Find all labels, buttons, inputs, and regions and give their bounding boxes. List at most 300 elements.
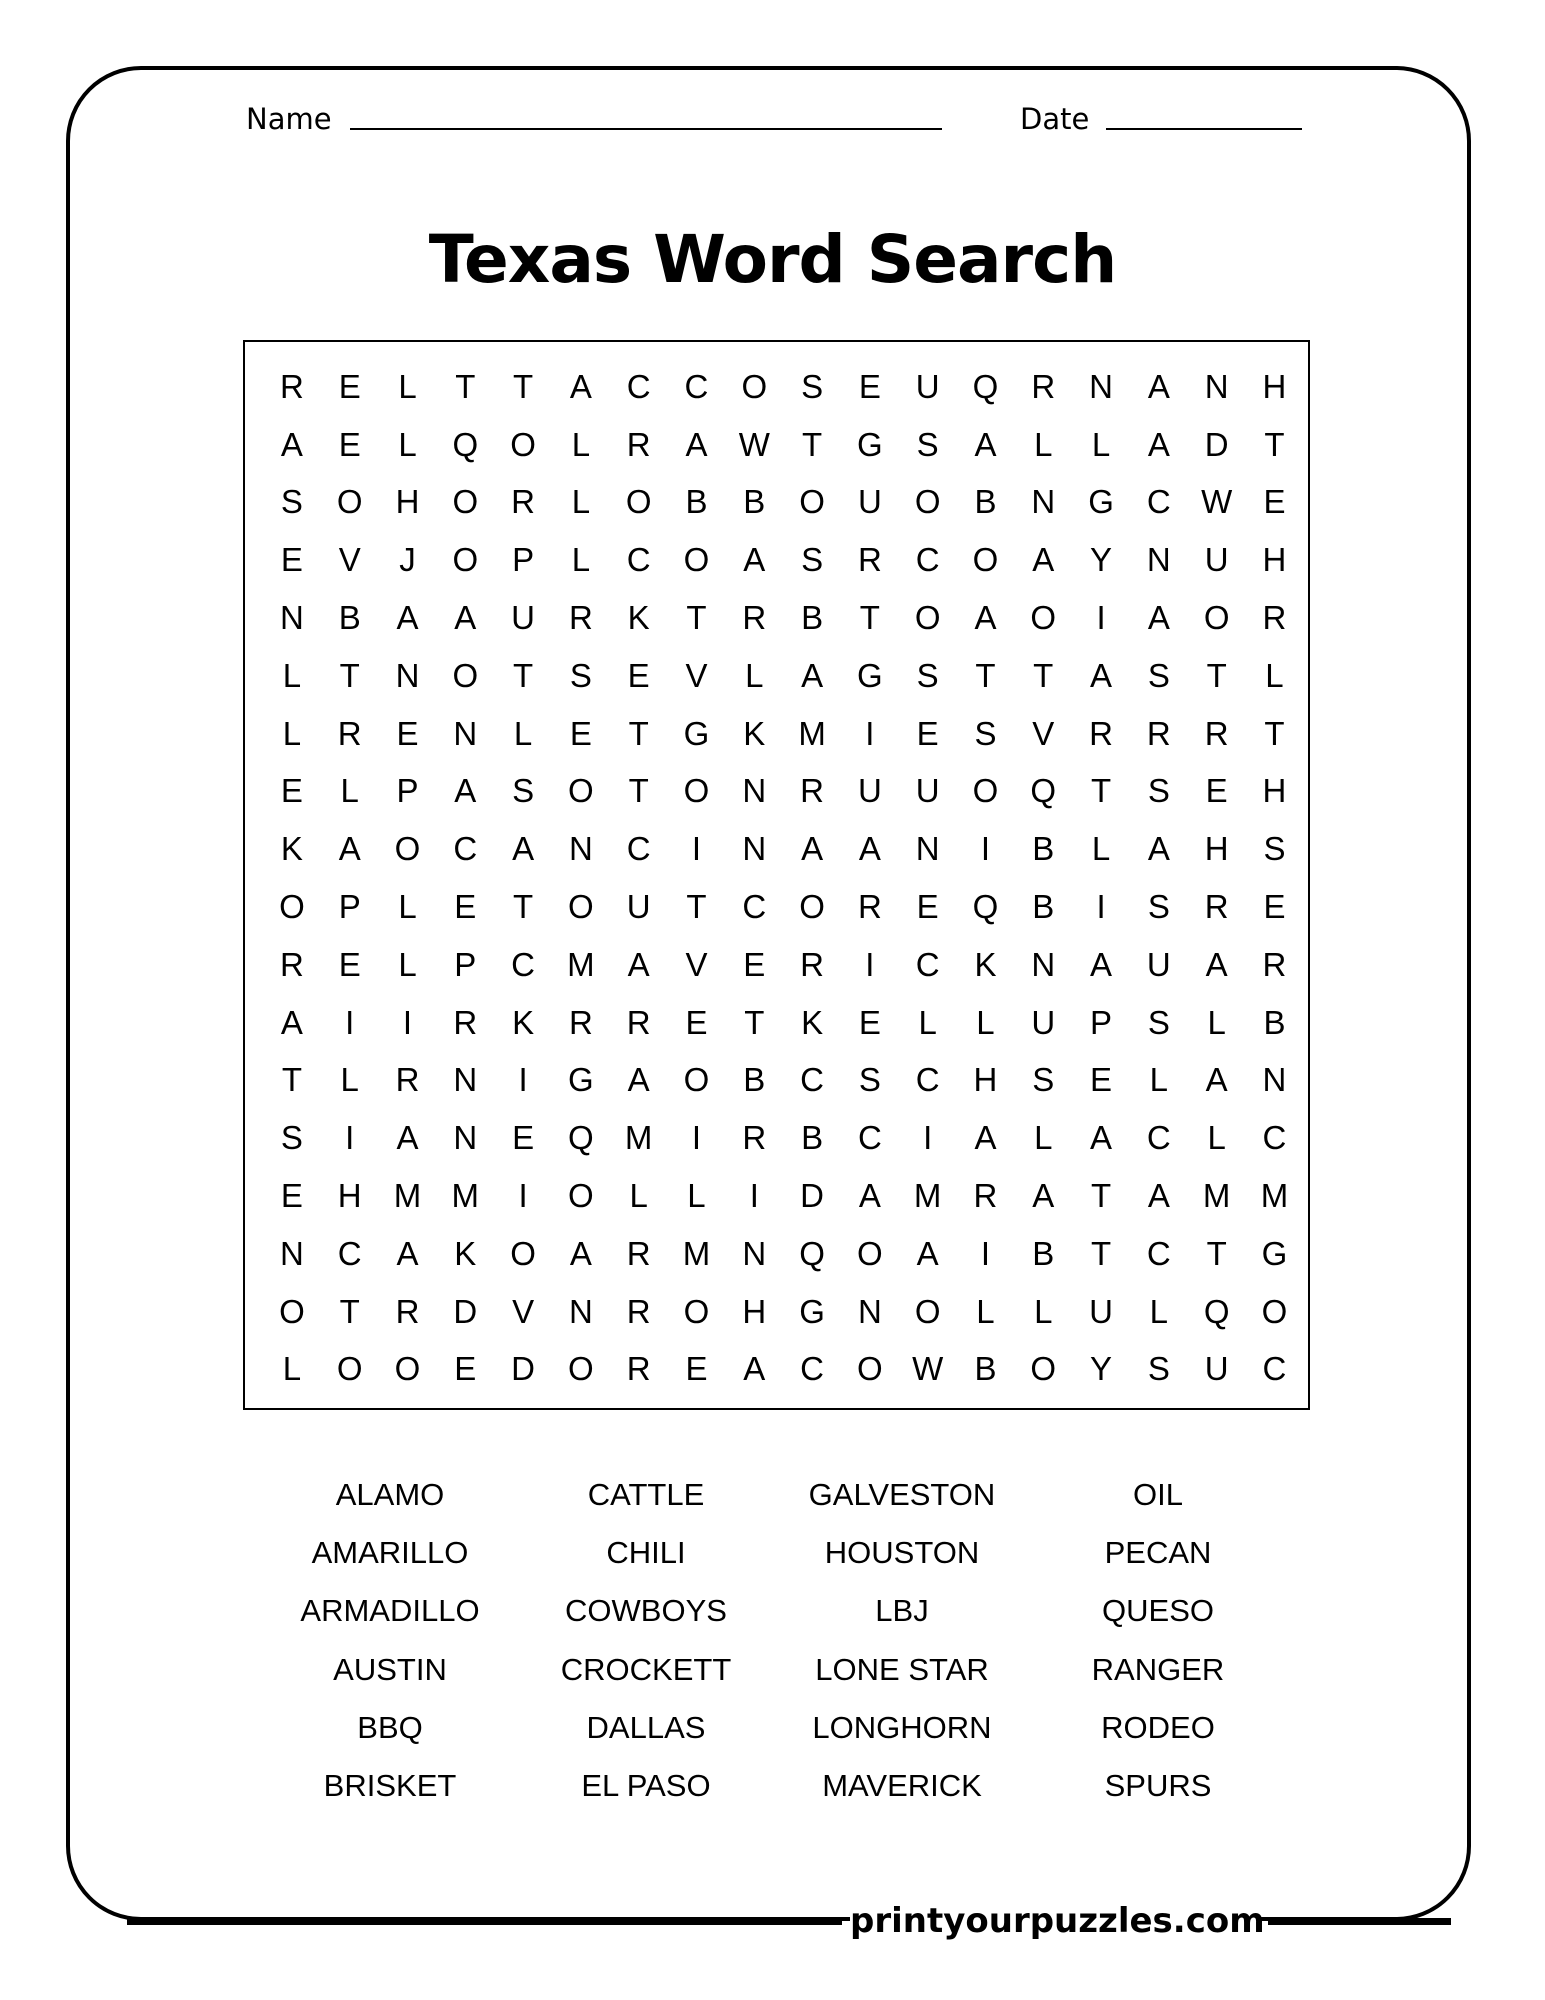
- grid-letter: S: [1147, 772, 1170, 810]
- grid-letter: S: [1147, 656, 1170, 694]
- grid-letter: T: [1264, 425, 1285, 463]
- grid-letter: A: [1147, 830, 1170, 868]
- grid-letter: N: [742, 830, 767, 868]
- grid-letter: O: [914, 483, 941, 521]
- grid-letter: V: [512, 1292, 535, 1330]
- grid-letter: A: [338, 830, 361, 868]
- grid-letter: E: [280, 772, 303, 810]
- grid-letter: S: [569, 656, 592, 694]
- grid-letter: O: [683, 541, 710, 579]
- grid-letter: C: [1262, 1119, 1287, 1157]
- grid-row: [263, 531, 1303, 589]
- grid-letter: N: [857, 1292, 882, 1330]
- grid-letter: R: [279, 367, 304, 405]
- word-list-item: LONE STAR: [815, 1651, 989, 1687]
- grid-letter: C: [915, 945, 940, 983]
- grid-letter: O: [394, 1350, 421, 1388]
- word-list-item: ALAMO: [335, 1477, 445, 1512]
- grid-letter: E: [685, 1350, 708, 1388]
- grid-letter: E: [1205, 772, 1228, 810]
- grid-letter: R: [800, 945, 824, 983]
- grid-letter: O: [279, 1292, 305, 1330]
- grid-letter: O: [336, 483, 363, 521]
- grid-letter: B: [1032, 888, 1055, 926]
- grid-letter: H: [395, 483, 420, 521]
- grid-letter: W: [1201, 483, 1233, 521]
- grid-row: [263, 474, 1303, 532]
- grid-letter: U: [1146, 945, 1171, 983]
- grid-letter: E: [454, 1350, 477, 1388]
- grid-letter: E: [1090, 1061, 1113, 1099]
- grid-row: [263, 589, 1303, 647]
- grid-letter: C: [626, 367, 651, 405]
- word-list-item: BRISKET: [323, 1767, 457, 1803]
- grid-letter: G: [857, 425, 883, 463]
- grid-letter: B: [974, 1350, 997, 1388]
- grid-letter: L: [513, 714, 533, 752]
- grid-letter: L: [571, 483, 591, 521]
- grid-letter: I: [923, 1119, 933, 1157]
- grid-letter: N: [1146, 541, 1171, 579]
- grid-letter: O: [568, 1177, 594, 1215]
- word-list-item: QUESO: [1102, 1593, 1214, 1629]
- grid-letter: R: [1089, 714, 1113, 752]
- grid-letter: L: [1091, 425, 1111, 463]
- grid-letter: E: [858, 367, 881, 405]
- grid-letter: H: [1262, 367, 1287, 405]
- grid-letter: A: [1205, 1061, 1228, 1099]
- grid-letter: P: [1090, 1003, 1113, 1041]
- grid-letter: T: [1206, 656, 1227, 694]
- grid-letter: A: [569, 1234, 592, 1272]
- grid-letter: K: [512, 1003, 535, 1041]
- grid-letter: E: [454, 888, 477, 926]
- grid-row: [263, 1283, 1303, 1341]
- grid-letter: O: [972, 541, 999, 579]
- grid-letter: O: [914, 1292, 941, 1330]
- grid-letter: G: [857, 656, 883, 694]
- grid-letter: I: [865, 714, 875, 752]
- word-list-item: LBJ: [875, 1593, 929, 1629]
- grid-letter: R: [857, 888, 882, 926]
- grid-letter: E: [569, 714, 592, 752]
- grid-letter: A: [858, 830, 881, 868]
- grid-letter: G: [799, 1292, 825, 1330]
- grid-letter: C: [684, 367, 709, 405]
- grid-letter: R: [1146, 714, 1171, 752]
- grid-letter: Y: [1090, 541, 1113, 579]
- grid-letter: E: [627, 656, 650, 694]
- grid-letter: R: [1031, 367, 1056, 405]
- grid-letter: E: [280, 541, 303, 579]
- grid-letter: C: [800, 1350, 824, 1388]
- grid-letter: U: [511, 599, 535, 637]
- grid-letter: A: [1032, 541, 1055, 579]
- grid-letter: U: [915, 367, 940, 405]
- grid-letter: N: [395, 656, 420, 694]
- grid-letter: N: [568, 830, 593, 868]
- footer-site-name: printyourpuzzles.com: [850, 1898, 1260, 1944]
- grid-letter: C: [1146, 1119, 1171, 1157]
- grid-letter: T: [686, 888, 707, 926]
- grid-letter: R: [1204, 714, 1229, 752]
- grid-letter: I: [345, 1119, 355, 1157]
- grid-letter: L: [1034, 1292, 1053, 1330]
- grid-letter: B: [801, 1119, 824, 1157]
- grid-letter: C: [626, 830, 651, 868]
- grid-letter: R: [626, 1003, 651, 1041]
- grid-row: [263, 647, 1303, 705]
- grid-letter: U: [1089, 1292, 1113, 1330]
- grid-letter: A: [1147, 1177, 1170, 1215]
- grid-letter: D: [800, 1177, 824, 1215]
- grid-letter: L: [571, 541, 591, 579]
- grid-letter: L: [282, 714, 302, 752]
- grid-letter: I: [1096, 599, 1106, 637]
- letter-grid: [263, 358, 1303, 1398]
- grid-letter: Q: [1203, 1292, 1230, 1330]
- grid-letter: C: [800, 1061, 824, 1099]
- grid-letter: H: [1262, 772, 1287, 810]
- word-list-item: HOUSTON: [824, 1535, 980, 1571]
- grid-letter: O: [914, 599, 941, 637]
- grid-letter: R: [742, 599, 767, 637]
- grid-letter: A: [454, 772, 477, 810]
- grid-letter: E: [858, 1003, 881, 1041]
- grid-letter: R: [568, 1003, 593, 1041]
- grid-letter: O: [568, 1350, 594, 1388]
- grid-letter: L: [1207, 1003, 1226, 1041]
- grid-letter: L: [1265, 656, 1284, 694]
- grid-letter: R: [453, 1003, 478, 1041]
- grid-letter: A: [1090, 1119, 1113, 1157]
- grid-letter: A: [1205, 945, 1228, 983]
- grid-letter: U: [915, 772, 940, 810]
- grid-letter: A: [1147, 425, 1170, 463]
- grid-letter: P: [338, 888, 361, 926]
- grid-letter: A: [280, 425, 303, 463]
- grid-letter: I: [749, 1177, 759, 1215]
- grid-letter: J: [399, 541, 416, 579]
- grid-letter: O: [568, 888, 594, 926]
- grid-letter: E: [743, 945, 766, 983]
- grid-letter: N: [742, 1234, 767, 1272]
- grid-letter: O: [799, 483, 825, 521]
- grid-letter: H: [973, 1061, 998, 1099]
- grid-letter: A: [916, 1234, 939, 1272]
- grid-letter: B: [1263, 1003, 1286, 1041]
- footer-rule-right: [1268, 1918, 1451, 1925]
- grid-letter: S: [916, 656, 939, 694]
- grid-letter: S: [801, 367, 824, 405]
- grid-letter: R: [1262, 945, 1287, 983]
- grid-row: [263, 705, 1303, 763]
- grid-letter: M: [624, 1119, 653, 1157]
- grid-letter: A: [801, 656, 824, 694]
- name-blank-line: [350, 128, 942, 130]
- grid-letter: P: [396, 772, 419, 810]
- grid-letter: I: [402, 1003, 413, 1041]
- grid-letter: R: [857, 541, 882, 579]
- grid-letter: R: [1204, 888, 1229, 926]
- grid-letter: S: [916, 425, 939, 463]
- grid-letter: A: [627, 945, 650, 983]
- grid-letter: A: [974, 1119, 997, 1157]
- grid-letter: C: [337, 1234, 362, 1272]
- grid-letter: L: [1034, 1119, 1053, 1157]
- grid-letter: U: [1204, 1350, 1229, 1388]
- word-list-item: CHILI: [606, 1535, 686, 1571]
- grid-letter: A: [627, 1061, 650, 1099]
- grid-letter: M: [393, 1177, 422, 1215]
- grid-letter: N: [279, 599, 304, 637]
- grid-letter: N: [279, 1234, 304, 1272]
- footer-rule-left: [127, 1918, 842, 1925]
- grid-letter: O: [510, 1234, 536, 1272]
- grid-letter: O: [683, 772, 710, 810]
- grid-letter: W: [738, 425, 770, 463]
- grid-letter: Q: [1030, 772, 1057, 810]
- grid-letter: R: [395, 1061, 420, 1099]
- grid-letter: M: [567, 945, 595, 983]
- grid-letter: R: [800, 772, 824, 810]
- word-list-item: DALLAS: [586, 1709, 706, 1745]
- grid-letter: N: [453, 714, 478, 752]
- grid-letter: N: [742, 772, 767, 810]
- grid-letter: C: [742, 888, 767, 926]
- grid-letter: A: [974, 599, 997, 637]
- grid-letter: H: [1262, 541, 1287, 579]
- word-list-item: MAVERICK: [822, 1767, 982, 1803]
- grid-letter: S: [1147, 888, 1170, 926]
- grid-letter: A: [396, 599, 419, 637]
- grid-letter: N: [453, 1119, 478, 1157]
- grid-row: [263, 1109, 1303, 1167]
- grid-letter: C: [511, 945, 535, 983]
- grid-row: [263, 763, 1303, 821]
- grid-letter: T: [281, 1061, 302, 1099]
- grid-letter: U: [1204, 541, 1229, 579]
- grid-letter: I: [865, 945, 875, 983]
- grid-letter: I: [691, 830, 702, 868]
- grid-letter: R: [568, 599, 593, 637]
- grid-letter: I: [980, 1234, 991, 1272]
- word-list-item: SPURS: [1104, 1767, 1212, 1803]
- grid-letter: A: [1147, 367, 1170, 405]
- grid-row: [263, 1225, 1303, 1283]
- grid-letter: T: [686, 599, 707, 637]
- grid-letter: N: [1031, 945, 1056, 983]
- grid-letter: A: [569, 367, 592, 405]
- grid-letter: B: [1032, 830, 1055, 868]
- grid-letter: L: [976, 1292, 995, 1330]
- grid-letter: D: [453, 1292, 478, 1330]
- grid-letter: L: [340, 1061, 359, 1099]
- grid-letter: V: [338, 541, 361, 579]
- grid-letter: H: [337, 1177, 362, 1215]
- grid-letter: G: [568, 1061, 594, 1099]
- grid-letter: C: [453, 830, 478, 868]
- grid-letter: L: [398, 888, 417, 926]
- date-label: Date: [1020, 102, 1090, 136]
- grid-letter: G: [683, 714, 710, 752]
- grid-letter: S: [280, 1119, 303, 1157]
- grid-letter: M: [913, 1177, 942, 1215]
- grid-letter: R: [742, 1119, 767, 1157]
- grid-letter: L: [282, 1350, 302, 1388]
- grid-letter: N: [1204, 367, 1229, 405]
- grid-letter: E: [338, 367, 361, 405]
- grid-letter: O: [510, 425, 536, 463]
- grid-letter: T: [628, 772, 649, 810]
- grid-letter: R: [337, 714, 362, 752]
- grid-letter: P: [512, 541, 535, 579]
- grid-letter: L: [1034, 425, 1053, 463]
- grid-letter: Q: [972, 888, 999, 926]
- grid-letter: E: [280, 1177, 303, 1215]
- grid-letter: T: [628, 714, 649, 752]
- grid-row: [263, 416, 1303, 474]
- grid-letter: A: [974, 425, 997, 463]
- word-list-item: AMARILLO: [311, 1535, 469, 1571]
- word-list-item: PECAN: [1104, 1535, 1212, 1571]
- word-list: [262, 1466, 1286, 1815]
- grid-letter: M: [1260, 1177, 1289, 1215]
- grid-letter: R: [395, 1292, 420, 1330]
- grid-letter: C: [1146, 1234, 1171, 1272]
- grid-letter: Q: [568, 1119, 594, 1157]
- grid-letter: L: [1091, 830, 1111, 868]
- grid-letter: E: [512, 1119, 535, 1157]
- grid-letter: T: [1090, 772, 1112, 810]
- grid-letter: O: [1203, 599, 1230, 637]
- grid-letter: U: [857, 483, 882, 521]
- grid-letter: L: [629, 1177, 648, 1215]
- word-list-item: OIL: [1133, 1477, 1183, 1512]
- grid-letter: N: [1089, 367, 1113, 405]
- grid-letter: S: [858, 1061, 881, 1099]
- grid-letter: I: [980, 830, 991, 868]
- grid-letter: N: [453, 1061, 478, 1099]
- grid-letter: C: [915, 1061, 940, 1099]
- grid-letter: T: [513, 367, 534, 405]
- grid-letter: R: [279, 945, 304, 983]
- grid-letter: O: [1030, 599, 1057, 637]
- grid-letter: T: [455, 367, 476, 405]
- grid-letter: E: [685, 1003, 708, 1041]
- word-list-item: EL PASO: [581, 1767, 711, 1803]
- word-list-item: AUSTIN: [333, 1651, 447, 1687]
- grid-letter: O: [452, 541, 479, 579]
- grid-letter: N: [568, 1292, 593, 1330]
- grid-letter: R: [973, 1177, 998, 1215]
- grid-letter: I: [1096, 888, 1106, 926]
- grid-letter: T: [513, 656, 534, 694]
- grid-letter: N: [1262, 1061, 1287, 1099]
- grid-letter: T: [801, 425, 823, 463]
- grid-letter: L: [1149, 1292, 1169, 1330]
- grid-letter: A: [743, 541, 766, 579]
- grid-letter: S: [801, 541, 824, 579]
- grid-letter: T: [859, 599, 880, 637]
- grid-letter: M: [798, 714, 826, 752]
- grid-letter: T: [1090, 1234, 1112, 1272]
- grid-letter: A: [858, 1177, 881, 1215]
- grid-letter: H: [1204, 830, 1229, 868]
- grid-letter: V: [685, 656, 708, 694]
- grid-letter: C: [915, 541, 940, 579]
- grid-letter: O: [683, 1292, 710, 1330]
- word-list-item: ARMADILLO: [300, 1593, 480, 1629]
- grid-letter: H: [742, 1292, 767, 1330]
- grid-letter: T: [1090, 1177, 1112, 1215]
- grid-letter: S: [512, 772, 535, 810]
- name-label: Name: [246, 102, 332, 136]
- grid-letter: L: [745, 656, 764, 694]
- grid-letter: S: [974, 714, 997, 752]
- grid-letter: T: [1206, 1234, 1227, 1272]
- grid-letter: R: [1262, 599, 1287, 637]
- grid-letter: B: [743, 1061, 766, 1099]
- grid-letter: B: [1032, 1234, 1055, 1272]
- grid-letter: L: [282, 656, 302, 694]
- grid-letter: K: [743, 714, 766, 752]
- grid-letter: B: [801, 599, 824, 637]
- grid-letter: U: [857, 772, 882, 810]
- word-list-item: CATTLE: [587, 1477, 705, 1512]
- grid-letter: T: [513, 888, 534, 926]
- grid-letter: R: [626, 1234, 651, 1272]
- grid-letter: I: [345, 1003, 355, 1041]
- grid-letter: O: [625, 483, 652, 521]
- grid-letter: U: [626, 888, 651, 926]
- grid-letter: E: [916, 714, 939, 752]
- grid-letter: S: [280, 483, 303, 521]
- grid-letter: A: [1147, 599, 1170, 637]
- grid-letter: M: [682, 1234, 711, 1272]
- grid-row: [263, 820, 1303, 878]
- grid-letter: T: [975, 656, 996, 694]
- grid-letter: E: [338, 425, 361, 463]
- grid-letter: R: [626, 1292, 651, 1330]
- grid-letter: Q: [452, 425, 479, 463]
- grid-letter: Y: [1090, 1350, 1113, 1388]
- grid-letter: L: [1207, 1119, 1226, 1157]
- grid-letter: A: [396, 1234, 419, 1272]
- grid-letter: O: [394, 830, 421, 868]
- grid-letter: P: [454, 945, 477, 983]
- grid-letter: L: [1149, 1061, 1169, 1099]
- grid-letter: R: [626, 1350, 651, 1388]
- grid-letter: O: [857, 1234, 883, 1272]
- grid-letter: T: [339, 656, 360, 694]
- grid-row: [263, 994, 1303, 1052]
- grid-letter: M: [451, 1177, 480, 1215]
- grid-letter: S: [1263, 830, 1286, 868]
- word-list-item: GALVESTON: [808, 1477, 996, 1512]
- grid-letter: A: [1090, 945, 1113, 983]
- grid-letter: K: [974, 945, 997, 983]
- grid-letter: A: [512, 830, 535, 868]
- grid-letter: T: [1264, 714, 1285, 752]
- grid-letter: N: [915, 830, 940, 868]
- page-title: Texas Word Search: [428, 221, 1117, 298]
- grid-letter: N: [1031, 483, 1056, 521]
- grid-letter: C: [1262, 1350, 1287, 1388]
- word-list-item: CROCKETT: [560, 1651, 732, 1687]
- word-list-item: RANGER: [1091, 1651, 1225, 1687]
- grid-letter: O: [279, 888, 305, 926]
